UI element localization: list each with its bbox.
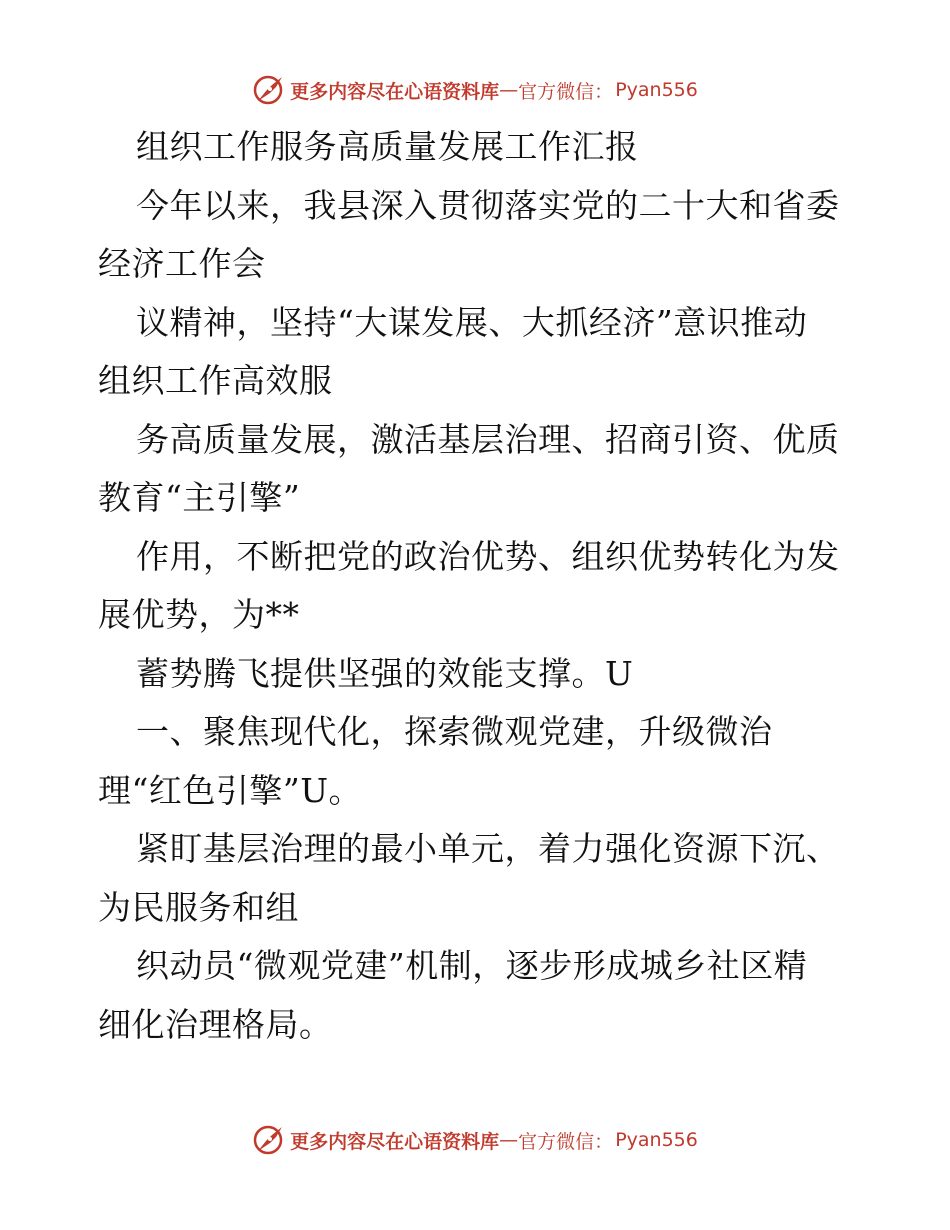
- watermark-label: 官方微信：: [518, 80, 614, 103]
- paragraph-line: 经济工作会: [98, 244, 266, 283]
- paragraph-line: 教育“主引擎”: [98, 478, 301, 517]
- watermark-wechat-id: Pyan556: [615, 1129, 698, 1151]
- watermark-wechat-id: Pyan556: [615, 79, 698, 101]
- section-heading: 理“红色引擎”U。: [98, 770, 363, 810]
- header-watermark: [0, 70, 950, 110]
- paragraph-line: 蓄势腾飞提供坚强的效能支撑。U: [136, 653, 634, 693]
- paragraph-line: 为民服务和组: [98, 887, 299, 927]
- document-title: 组织工作服务高质量发展工作汇报: [136, 127, 639, 166]
- watermark-label: 官方微信：: [518, 1130, 614, 1153]
- section-heading: 一、聚焦现代化，探索微观党建，升级微治: [136, 712, 773, 751]
- paragraph-line: 展优势，为**: [98, 595, 300, 634]
- watermark-brand: 更多内容尽在心语资料库: [290, 1130, 500, 1153]
- paragraph-line: 紧盯基层治理的最小单元，着力强化资源下沉、: [136, 829, 840, 868]
- watermark-brand: 更多内容尽在心语资料库: [290, 80, 500, 103]
- paragraph-line: 织动员“微观党建”机制，逐步形成城乡社区精: [136, 946, 808, 985]
- document-body: [98, 118, 858, 1054]
- watermark-dash: —: [499, 79, 519, 101]
- paragraph-line: 议精神，坚持“大谋发展、大抓经济”意识推动: [136, 302, 808, 342]
- paragraph-line: 作用，不断把党的政治优势、组织优势转化为发: [136, 536, 840, 576]
- footer-watermark: [0, 1120, 950, 1160]
- pen-logo-icon: [252, 73, 286, 107]
- watermark-dash: —: [499, 1129, 519, 1151]
- paragraph-line: 组织工作高效服: [98, 361, 333, 400]
- paragraph-line: 今年以来，我县深入贯彻落实党的二十大和省委: [136, 185, 840, 225]
- paragraph-line: 务高质量发展，激活基层治理、招商引资、优质: [136, 419, 840, 459]
- pen-logo-icon: [252, 1123, 286, 1157]
- paragraph-line: 细化治理格局。: [98, 1004, 333, 1044]
